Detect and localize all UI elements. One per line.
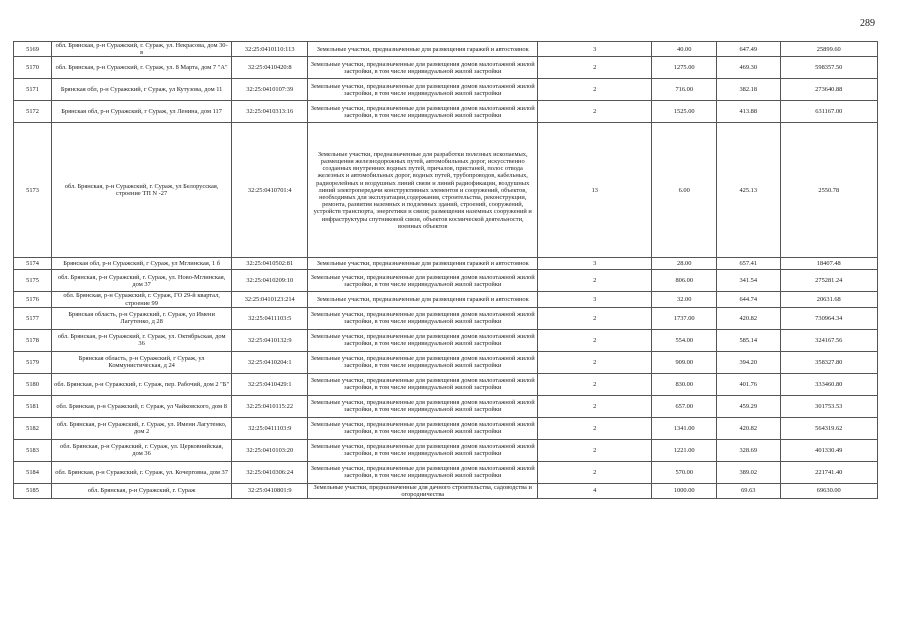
cadastral-value-cell: 2550.78 [780, 123, 877, 258]
cadastral-number-cell: 32:25:0410701:4 [232, 123, 308, 258]
use-group-code-cell: 2 [538, 373, 652, 395]
area-cell: 1525.00 [652, 101, 717, 123]
row-number-cell: 5173 [14, 123, 52, 258]
cadastral-value-cell: 598357.50 [780, 57, 877, 79]
specific-value-cell: 401.76 [717, 373, 781, 395]
table-row [14, 123, 878, 258]
specific-value-cell: 394.20 [717, 351, 781, 373]
use-group-code-cell: 3 [538, 42, 652, 57]
address-cell: Брянская область, р-н Суражский, г Сураж, ул Коммунистическая, д 24 [52, 351, 232, 373]
table-row [14, 351, 878, 373]
permitted-use-cell: Земельные участки, предназначенные для размещения домов малоэтажной жилой застройки, в том числе индивидуальной жилой застройки [308, 395, 538, 417]
cadastral-number-cell: 32:25:0410110:113 [232, 42, 308, 57]
address-cell: обл. Брянская, р-н Суражский, г. Сураж, ул. Имени Лагутенко, дом 2 [52, 417, 232, 439]
area-cell: 1221.00 [652, 439, 717, 461]
area-cell: 1737.00 [652, 307, 717, 329]
table-row [14, 483, 878, 498]
permitted-use-cell: Земельные участки, предназначенные для размещения домов малоэтажной жилой застройки, в том числе индивидуальной жилой застройки [308, 329, 538, 351]
row-number-cell: 5180 [14, 373, 52, 395]
cadastral-number-cell: 32:25:0410429:1 [232, 373, 308, 395]
cadastral-value-cell: 730964.34 [780, 307, 877, 329]
area-cell: 554.00 [652, 329, 717, 351]
row-number-cell: 5169 [14, 42, 52, 57]
address-cell: Брянская обл, р-н Суражский, г Сураж, ул Ленина, дом 117 [52, 101, 232, 123]
permitted-use-cell: Земельные участки, предназначенные для размещения гаражей и автостоянок [308, 292, 538, 307]
row-number-cell: 5171 [14, 79, 52, 101]
permitted-use-cell: Земельные участки, предназначенные для размещения домов малоэтажной жилой застройки, в том числе индивидуальной жилой застройки [308, 351, 538, 373]
table-row [14, 307, 878, 329]
use-group-code-cell: 2 [538, 329, 652, 351]
specific-value-cell: 413.88 [717, 101, 781, 123]
permitted-use-cell: Земельные участки, предназначенные для размещения домов малоэтажной жилой застройки, в том числе индивидуальной жилой застройки [308, 439, 538, 461]
permitted-use-cell: Земельные участки, предназначенные для размещения домов малоэтажной жилой застройки, в том числе индивидуальной жилой застройки [308, 79, 538, 101]
cadastral-number-cell: 32:25:0410204:1 [232, 351, 308, 373]
address-cell: Брянская обл, р-н Суражский, г Сураж, ул Кутузова, дом 11 [52, 79, 232, 101]
address-cell: обл. Брянская, р-н Суражский, г. Сураж, пер. Рабочий, дом 2 "Б" [52, 373, 232, 395]
area-cell: 6.00 [652, 123, 717, 258]
cadastral-value-cell: 358327.80 [780, 351, 877, 373]
row-number-cell: 5183 [14, 439, 52, 461]
use-group-code-cell: 2 [538, 461, 652, 483]
specific-value-cell: 459.29 [717, 395, 781, 417]
use-group-code-cell: 2 [538, 395, 652, 417]
specific-value-cell: 647.49 [717, 42, 781, 57]
table-row [14, 395, 878, 417]
area-cell: 1000.00 [652, 483, 717, 498]
specific-value-cell: 425.13 [717, 123, 781, 258]
cadastral-value-cell: 18407.48 [780, 258, 877, 270]
use-group-code-cell: 2 [538, 57, 652, 79]
address-cell: обл. Брянская, р-н Суражский, г. Сураж, ул. Октябрьская, дом 36 [52, 329, 232, 351]
cadastral-value-cell: 631167.00 [780, 101, 877, 123]
permitted-use-cell: Земельные участки, предназначенные для размещения домов малоэтажной жилой застройки, в том числе индивидуальной жилой застройки [308, 101, 538, 123]
area-cell: 657.00 [652, 395, 717, 417]
row-number-cell: 5184 [14, 461, 52, 483]
address-cell: обл. Брянская, р-н Суражский, г. Сураж, ГО 29-й квартал, строение 99 [52, 292, 232, 307]
table-row [14, 373, 878, 395]
specific-value-cell: 420.82 [717, 307, 781, 329]
cadastral-number-cell: 32:25:0410306:24 [232, 461, 308, 483]
cadastral-number-cell: 32:25:0411103:5 [232, 307, 308, 329]
area-cell: 28.00 [652, 258, 717, 270]
specific-value-cell: 585.14 [717, 329, 781, 351]
cadastral-number-cell: 32:25:0410209:10 [232, 270, 308, 292]
row-number-cell: 5170 [14, 57, 52, 79]
area-cell: 806.00 [652, 270, 717, 292]
row-number-cell: 5185 [14, 483, 52, 498]
table-row [14, 79, 878, 101]
cadastral-number-cell: 32:25:0410801:9 [232, 483, 308, 498]
use-group-code-cell: 3 [538, 292, 652, 307]
permitted-use-cell: Земельные участки, предназначенные для размещения гаражей и автостоянок [308, 42, 538, 57]
permitted-use-cell: Земельные участки, предназначенные для разработки полезных ископаемых, размещения железнодорожных путей, автомобильных дорог, искусственно созданных внутренних водных путей, причалов, пристаней, полос отвода железных и автомобильных дорог, водных путей, трубопроводов, кабельных, радиорелейных и воздушных линий связи и линий радиофикации, воздушных линий электропередачи конструктивных элементов и сооружений, объектов, необходимых для эксплуатации,содержания, строительства, реконструкции, ремонта, развития наземных и подземных зданий, строений, сооружений, устройств транспорта, энергетики и связи; размещения наземных сооружений и инфраструктуры спутниковой связи, объектов космической деятельности, военных объектов [308, 123, 538, 258]
cadastral-value-table [13, 41, 878, 499]
page-number: 289 [860, 18, 875, 29]
use-group-code-cell: 13 [538, 123, 652, 258]
row-number-cell: 5175 [14, 270, 52, 292]
specific-value-cell: 644.74 [717, 292, 781, 307]
address-cell: обл. Брянская, р-н Суражский, г. Сураж, ул. Некрасова, дом 30-в [52, 42, 232, 57]
cadastral-number-cell: 32:25:0410132:9 [232, 329, 308, 351]
cadastral-value-cell: 273640.88 [780, 79, 877, 101]
area-cell: 1341.00 [652, 417, 717, 439]
cadastral-value-cell: 275281.24 [780, 270, 877, 292]
row-number-cell: 5178 [14, 329, 52, 351]
permitted-use-cell: Земельные участки, предназначенные для размещения домов малоэтажной жилой застройки, в том числе индивидуальной жилой застройки [308, 57, 538, 79]
cadastral-value-cell: 221741.40 [780, 461, 877, 483]
permitted-use-cell: Земельные участки, предназначенные для дачного строительства, садоводства и огородничества [308, 483, 538, 498]
use-group-code-cell: 2 [538, 270, 652, 292]
area-cell: 1275.00 [652, 57, 717, 79]
permitted-use-cell: Земельные участки, предназначенные для размещения домов малоэтажной жилой застройки, в том числе индивидуальной жилой застройки [308, 373, 538, 395]
table-row [14, 101, 878, 123]
cadastral-value-cell: 333460.80 [780, 373, 877, 395]
address-cell: обл. Брянская, р-н Суражский, г. Сураж, ул. Ново-Мглинская, дом 37 [52, 270, 232, 292]
cadastral-number-cell: 32:25:0410123:214 [232, 292, 308, 307]
permitted-use-cell: Земельные участки, предназначенные для размещения гаражей и автостоянок [308, 258, 538, 270]
area-cell: 40.00 [652, 42, 717, 57]
permitted-use-cell: Земельные участки, предназначенные для размещения домов малоэтажной жилой застройки, в том числе индивидуальной жилой застройки [308, 270, 538, 292]
area-cell: 830.00 [652, 373, 717, 395]
row-number-cell: 5181 [14, 395, 52, 417]
table-row [14, 57, 878, 79]
cadastral-value-cell: 20631.68 [780, 292, 877, 307]
row-number-cell: 5177 [14, 307, 52, 329]
cadastral-value-cell: 564319.62 [780, 417, 877, 439]
row-number-cell: 5182 [14, 417, 52, 439]
area-cell: 716.00 [652, 79, 717, 101]
cadastral-number-cell: 32:25:0410103:20 [232, 439, 308, 461]
area-cell: 909.00 [652, 351, 717, 373]
table-row [14, 270, 878, 292]
cadastral-number-cell: 32:25:0411103:9 [232, 417, 308, 439]
use-group-code-cell: 3 [538, 258, 652, 270]
address-cell: Брянская область, р-н Суражский, г. Сураж, ул Имени Лагутенко, д 28 [52, 307, 232, 329]
permitted-use-cell: Земельные участки, предназначенные для размещения домов малоэтажной жилой застройки, в том числе индивидуальной жилой застройки [308, 307, 538, 329]
use-group-code-cell: 2 [538, 439, 652, 461]
specific-value-cell: 469.30 [717, 57, 781, 79]
specific-value-cell: 341.54 [717, 270, 781, 292]
cadastral-value-cell: 25899.60 [780, 42, 877, 57]
table-row [14, 292, 878, 307]
cadastral-value-cell: 324167.56 [780, 329, 877, 351]
use-group-code-cell: 2 [538, 101, 652, 123]
table-row [14, 461, 878, 483]
address-cell: обл. Брянская, р-н Суражский, г. Сураж, ул. Кочерговна, дом 37 [52, 461, 232, 483]
table-row [14, 439, 878, 461]
cadastral-number-cell: 32:25:0410107:39 [232, 79, 308, 101]
use-group-code-cell: 2 [538, 417, 652, 439]
row-number-cell: 5174 [14, 258, 52, 270]
permitted-use-cell: Земельные участки, предназначенные для размещения домов малоэтажной жилой застройки, в том числе индивидуальной жилой застройки [308, 461, 538, 483]
table-row [14, 258, 878, 270]
row-number-cell: 5179 [14, 351, 52, 373]
use-group-code-cell: 2 [538, 79, 652, 101]
specific-value-cell: 420.82 [717, 417, 781, 439]
table-row [14, 329, 878, 351]
specific-value-cell: 382.18 [717, 79, 781, 101]
address-cell: обл. Брянская, р-н Суражский, г. Сураж, ул. 8 Марта, дом 7 "А" [52, 57, 232, 79]
use-group-code-cell: 2 [538, 351, 652, 373]
table-row [14, 417, 878, 439]
cadastral-value-cell: 301753.53 [780, 395, 877, 417]
use-group-code-cell: 4 [538, 483, 652, 498]
specific-value-cell: 389.02 [717, 461, 781, 483]
address-cell: Брянская обл, р-н Суражский, г Сураж, ул Мглинская, 1 б [52, 258, 232, 270]
cadastral-number-cell: 32:25:0410420:8 [232, 57, 308, 79]
permitted-use-cell: Земельные участки, предназначенные для размещения домов малоэтажной жилой застройки, в том числе индивидуальной жилой застройки [308, 417, 538, 439]
table-row [14, 42, 878, 57]
cadastral-number-cell: 32:25:0410115:22 [232, 395, 308, 417]
use-group-code-cell: 2 [538, 307, 652, 329]
cadastral-value-cell: 401330.49 [780, 439, 877, 461]
area-cell: 32.00 [652, 292, 717, 307]
row-number-cell: 5172 [14, 101, 52, 123]
specific-value-cell: 657.41 [717, 258, 781, 270]
address-cell: обл. Брянская, р-н Суражский, г. Сураж [52, 483, 232, 498]
row-number-cell: 5176 [14, 292, 52, 307]
cadastral-number-cell: 32:25:0410502:81 [232, 258, 308, 270]
specific-value-cell: 69.63 [717, 483, 781, 498]
address-cell: обл. Брянская, р-н Суражский, г. Сураж, ул. Церковнийская, дом 36 [52, 439, 232, 461]
address-cell: обл. Брянская, р-н Суражский, г. Сураж, ул Чайковского, дом 8 [52, 395, 232, 417]
area-cell: 570.00 [652, 461, 717, 483]
cadastral-value-cell: 69630.00 [780, 483, 877, 498]
specific-value-cell: 328.69 [717, 439, 781, 461]
table-body [14, 42, 878, 499]
address-cell: обл. Брянская, р-н Суражский, г. Сураж, ул Белорусская, строение ТП N -27 [52, 123, 232, 258]
cadastral-number-cell: 32:25:0410313:16 [232, 101, 308, 123]
